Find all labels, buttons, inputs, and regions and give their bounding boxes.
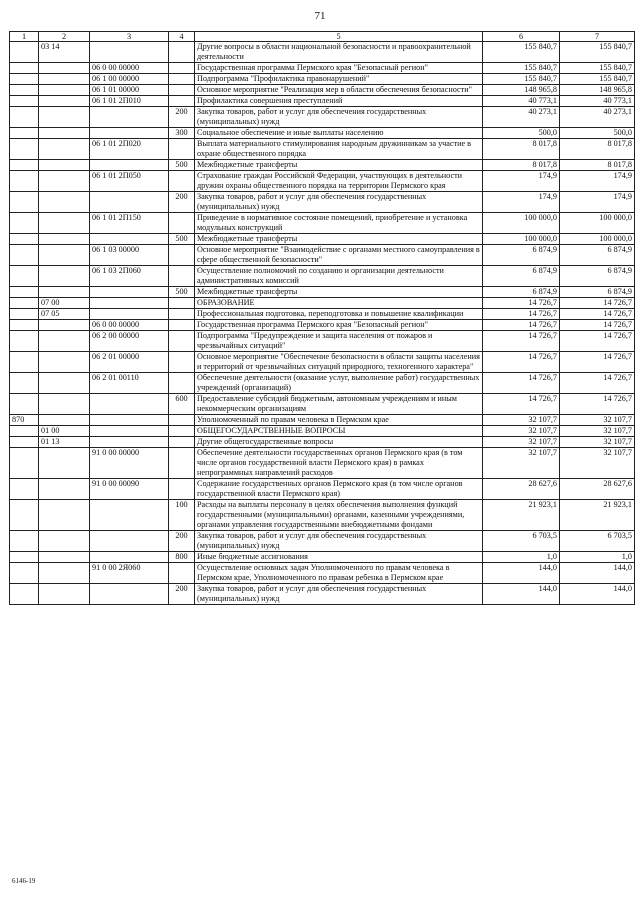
section-code — [39, 234, 90, 245]
item-name: Другие общегосударственные вопросы — [195, 437, 483, 448]
section-code — [39, 171, 90, 192]
target-article-code — [90, 107, 169, 128]
expense-type-code: 500 — [169, 287, 195, 298]
agency-code — [10, 234, 39, 245]
amount-col6: 155 840,7 — [483, 63, 560, 74]
section-code — [39, 63, 90, 74]
column-header: 7 — [560, 32, 635, 42]
section-code — [39, 584, 90, 605]
target-article-code: 06 2 01 00000 — [90, 352, 169, 373]
section-code: 07 05 — [39, 309, 90, 320]
target-article-code — [90, 42, 169, 63]
section-code — [39, 266, 90, 287]
budget-table — [9, 31, 635, 605]
agency-code — [10, 479, 39, 500]
agency-code — [10, 298, 39, 309]
expense-type-code — [169, 245, 195, 266]
section-code — [39, 139, 90, 160]
target-article-code — [90, 309, 169, 320]
table-row — [10, 531, 635, 552]
target-article-code: 06 1 01 2П020 — [90, 139, 169, 160]
amount-col7: 155 840,7 — [560, 63, 635, 74]
section-code — [39, 448, 90, 479]
item-name: Предоставление субсидий бюджетным, автономным учреждениям и иным некоммерческим организациям — [195, 394, 483, 415]
table-row — [10, 245, 635, 266]
amount-col7: 144,0 — [560, 563, 635, 584]
agency-code — [10, 552, 39, 563]
table-row — [10, 298, 635, 309]
section-code — [39, 531, 90, 552]
target-article-code: 91 0 00 00090 — [90, 479, 169, 500]
item-name: Иные бюджетные ассигнования — [195, 552, 483, 563]
amount-col6: 148 965,8 — [483, 85, 560, 96]
amount-col6: 32 107,7 — [483, 426, 560, 437]
column-header: 3 — [90, 32, 169, 42]
table-row — [10, 96, 635, 107]
item-name: Основное мероприятие "Взаимодействие с органами местного самоуправления в сфере общественной безопасности" — [195, 245, 483, 266]
target-article-code: 06 1 01 2П150 — [90, 213, 169, 234]
expense-type-code — [169, 42, 195, 63]
agency-code — [10, 500, 39, 531]
target-article-code: 06 1 03 00000 — [90, 245, 169, 266]
amount-col7: 100 000,0 — [560, 234, 635, 245]
table-row — [10, 584, 635, 605]
item-name: Межбюджетные трансферты — [195, 234, 483, 245]
amount-col7: 14 726,7 — [560, 309, 635, 320]
agency-code — [10, 563, 39, 584]
table-row — [10, 171, 635, 192]
amount-col7: 144,0 — [560, 584, 635, 605]
item-name: Межбюджетные трансферты — [195, 160, 483, 171]
target-article-code — [90, 192, 169, 213]
expense-type-code — [169, 74, 195, 85]
table-row — [10, 160, 635, 171]
amount-col6: 14 726,7 — [483, 394, 560, 415]
section-code: 01 13 — [39, 437, 90, 448]
table-row — [10, 128, 635, 139]
amount-col7: 155 840,7 — [560, 74, 635, 85]
amount-col7: 40 773,1 — [560, 96, 635, 107]
agency-code — [10, 448, 39, 479]
target-article-code: 06 2 01 00110 — [90, 373, 169, 394]
target-article-code: 06 1 03 2П060 — [90, 266, 169, 287]
amount-col6: 1,0 — [483, 552, 560, 563]
item-name: Социальное обеспечение и иные выплаты населению — [195, 128, 483, 139]
target-article-code — [90, 552, 169, 563]
item-name: Профессиональная подготовка, переподготовка и повышение квалификации — [195, 309, 483, 320]
section-code — [39, 479, 90, 500]
target-article-code: 91 0 00 00000 — [90, 448, 169, 479]
agency-code — [10, 437, 39, 448]
amount-col7: 14 726,7 — [560, 394, 635, 415]
agency-code — [10, 320, 39, 331]
expense-type-code: 200 — [169, 531, 195, 552]
expense-type-code — [169, 426, 195, 437]
amount-col7: 8 017,8 — [560, 160, 635, 171]
footer-code: 6146-19 — [12, 877, 36, 885]
expense-type-code: 500 — [169, 160, 195, 171]
table-row — [10, 331, 635, 352]
amount-col6: 100 000,0 — [483, 213, 560, 234]
amount-col6: 6 703,5 — [483, 531, 560, 552]
expense-type-code — [169, 352, 195, 373]
amount-col6: 100 000,0 — [483, 234, 560, 245]
target-article-code — [90, 287, 169, 298]
amount-col7: 32 107,7 — [560, 437, 635, 448]
amount-col6: 500,0 — [483, 128, 560, 139]
expense-type-code — [169, 213, 195, 234]
expense-type-code: 200 — [169, 107, 195, 128]
table-row — [10, 63, 635, 74]
amount-col6: 174,9 — [483, 192, 560, 213]
item-name: ОБЩЕГОСУДАРСТВЕННЫЕ ВОПРОСЫ — [195, 426, 483, 437]
amount-col7: 174,9 — [560, 171, 635, 192]
table-row — [10, 266, 635, 287]
expense-type-code — [169, 415, 195, 426]
table-row — [10, 42, 635, 63]
amount-col6: 6 874,9 — [483, 266, 560, 287]
expense-type-code: 500 — [169, 234, 195, 245]
agency-code — [10, 287, 39, 298]
agency-code — [10, 373, 39, 394]
agency-code — [10, 394, 39, 415]
target-article-code: 06 1 01 2П010 — [90, 96, 169, 107]
item-name: Основное мероприятие "Обеспечение безопасности в области защиты населения и территорий от чрезвычайных ситуаций природного, техногенного характера" — [195, 352, 483, 373]
agency-code — [10, 192, 39, 213]
header-row — [10, 32, 635, 42]
expense-type-code — [169, 139, 195, 160]
agency-code — [10, 139, 39, 160]
section-code — [39, 74, 90, 85]
target-article-code — [90, 128, 169, 139]
item-name: Государственная программа Пермского края "Безопасный регион" — [195, 320, 483, 331]
table-row — [10, 563, 635, 584]
agency-code — [10, 584, 39, 605]
target-article-code — [90, 160, 169, 171]
amount-col6: 32 107,7 — [483, 437, 560, 448]
item-name: Приведение в нормативное состояние помещений, приобретение и установка модульных конструкций — [195, 213, 483, 234]
target-article-code: 06 0 00 00000 — [90, 320, 169, 331]
item-name: Закупка товаров, работ и услуг для обеспечения государственных (муниципальных) нужд — [195, 531, 483, 552]
expense-type-code: 100 — [169, 500, 195, 531]
section-code — [39, 245, 90, 266]
amount-col6: 6 874,9 — [483, 245, 560, 266]
amount-col7: 1,0 — [560, 552, 635, 563]
expense-type-code — [169, 171, 195, 192]
amount-col7: 14 726,7 — [560, 298, 635, 309]
section-code — [39, 160, 90, 171]
item-name: Подпрограмма "Предупреждение и защита населения от пожаров и чрезвычайных ситуаций" — [195, 331, 483, 352]
item-name: Выплата материального стимулирования народным дружинникам за участие в охране общественного порядка — [195, 139, 483, 160]
target-article-code: 06 0 00 00000 — [90, 63, 169, 74]
expense-type-code — [169, 63, 195, 74]
amount-col6: 155 840,7 — [483, 74, 560, 85]
table-row — [10, 85, 635, 96]
section-code — [39, 394, 90, 415]
item-name: ОБРАЗОВАНИЕ — [195, 298, 483, 309]
expense-type-code: 200 — [169, 584, 195, 605]
amount-col7: 6 874,9 — [560, 245, 635, 266]
amount-col6: 40 773,1 — [483, 96, 560, 107]
target-article-code: 06 1 01 2П050 — [90, 171, 169, 192]
amount-col6: 155 840,7 — [483, 42, 560, 63]
agency-code — [10, 96, 39, 107]
agency-code — [10, 426, 39, 437]
amount-col6: 6 874,9 — [483, 287, 560, 298]
amount-col7: 14 726,7 — [560, 331, 635, 352]
expense-type-code — [169, 437, 195, 448]
amount-col7: 28 627,6 — [560, 479, 635, 500]
expense-type-code — [169, 96, 195, 107]
expense-type-code: 300 — [169, 128, 195, 139]
expense-type-code: 800 — [169, 552, 195, 563]
amount-col6: 8 017,8 — [483, 139, 560, 160]
item-name: Обеспечение деятельности (оказание услуг, выполнение работ) государственных учреждений (организаций) — [195, 373, 483, 394]
amount-col6: 32 107,7 — [483, 448, 560, 479]
section-code — [39, 373, 90, 394]
table-row — [10, 192, 635, 213]
agency-code — [10, 171, 39, 192]
table-row — [10, 479, 635, 500]
expense-type-code — [169, 320, 195, 331]
column-header: 2 — [39, 32, 90, 42]
amount-col6: 14 726,7 — [483, 320, 560, 331]
item-name: Другие вопросы в области национальной безопасности и правоохранительной деятельности — [195, 42, 483, 63]
table-row — [10, 415, 635, 426]
table-row — [10, 309, 635, 320]
amount-col6: 174,9 — [483, 171, 560, 192]
column-header: 4 — [169, 32, 195, 42]
amount-col7: 8 017,8 — [560, 139, 635, 160]
table-row — [10, 234, 635, 245]
target-article-code — [90, 584, 169, 605]
expense-type-code — [169, 266, 195, 287]
amount-col7: 155 840,7 — [560, 42, 635, 63]
expense-type-code — [169, 309, 195, 320]
agency-code — [10, 107, 39, 128]
amount-col6: 144,0 — [483, 563, 560, 584]
agency-code — [10, 213, 39, 234]
section-code: 07 00 — [39, 298, 90, 309]
item-name: Подпрограмма "Профилактика правонарушений" — [195, 74, 483, 85]
amount-col6: 32 107,7 — [483, 415, 560, 426]
item-name: Страхование граждан Российской Федерации, участвующих в деятельности дружин охраны общественного порядка на территории Пермского края — [195, 171, 483, 192]
table-row — [10, 373, 635, 394]
item-name: Основное мероприятие "Реализация мер в области обеспечения безопасности" — [195, 85, 483, 96]
table-row — [10, 74, 635, 85]
section-code — [39, 213, 90, 234]
amount-col7: 32 107,7 — [560, 426, 635, 437]
agency-code — [10, 85, 39, 96]
table-row — [10, 213, 635, 234]
section-code — [39, 287, 90, 298]
expense-type-code — [169, 85, 195, 96]
item-name: Содержание государственных органов Пермского края (в том числе органов государственной власти Пермского края) — [195, 479, 483, 500]
target-article-code: 06 1 00 00000 — [90, 74, 169, 85]
item-name: Закупка товаров, работ и услуг для обеспечения государственных (муниципальных) нужд — [195, 584, 483, 605]
section-code — [39, 128, 90, 139]
table-row — [10, 394, 635, 415]
column-header: 1 — [10, 32, 39, 42]
expense-type-code: 600 — [169, 394, 195, 415]
amount-col6: 14 726,7 — [483, 373, 560, 394]
item-name: Осуществление основных задач Уполномоченного по правам человека в Пермском крае, Уполномоченного по правам ребенка в Пермском крае — [195, 563, 483, 584]
agency-code — [10, 74, 39, 85]
table-row — [10, 448, 635, 479]
expense-type-code — [169, 448, 195, 479]
target-article-code — [90, 426, 169, 437]
table-row — [10, 437, 635, 448]
amount-col6: 21 923,1 — [483, 500, 560, 531]
item-name: Уполномоченный по правам человека в Пермском крае — [195, 415, 483, 426]
table-row — [10, 107, 635, 128]
amount-col7: 14 726,7 — [560, 373, 635, 394]
amount-col7: 6 874,9 — [560, 287, 635, 298]
amount-col6: 40 273,1 — [483, 107, 560, 128]
amount-col7: 500,0 — [560, 128, 635, 139]
section-code — [39, 552, 90, 563]
expense-type-code: 200 — [169, 192, 195, 213]
target-article-code: 91 0 00 2Я060 — [90, 563, 169, 584]
table-row — [10, 552, 635, 563]
table-row — [10, 426, 635, 437]
agency-code — [10, 331, 39, 352]
agency-code — [10, 63, 39, 74]
amount-col7: 21 923,1 — [560, 500, 635, 531]
section-code — [39, 192, 90, 213]
agency-code — [10, 352, 39, 373]
agency-code — [10, 128, 39, 139]
target-article-code — [90, 531, 169, 552]
section-code — [39, 85, 90, 96]
section-code — [39, 352, 90, 373]
amount-col7: 148 965,8 — [560, 85, 635, 96]
section-code: 03 14 — [39, 42, 90, 63]
section-code — [39, 331, 90, 352]
amount-col6: 14 726,7 — [483, 331, 560, 352]
target-article-code — [90, 500, 169, 531]
table-row — [10, 139, 635, 160]
item-name: Межбюджетные трансферты — [195, 287, 483, 298]
column-header: 6 — [483, 32, 560, 42]
table-row — [10, 500, 635, 531]
amount-col6: 144,0 — [483, 584, 560, 605]
section-code — [39, 320, 90, 331]
item-name: Обеспечение деятельности государственных органов Пермского края (в том числе органов государственной власти Пермского края) в рамках непрограммных направлений расходов — [195, 448, 483, 479]
section-code — [39, 415, 90, 426]
item-name: Закупка товаров, работ и услуг для обеспечения государственных (муниципальных) нужд — [195, 192, 483, 213]
amount-col7: 32 107,7 — [560, 415, 635, 426]
table-row — [10, 320, 635, 331]
agency-code — [10, 531, 39, 552]
target-article-code: 06 2 00 00000 — [90, 331, 169, 352]
expense-type-code — [169, 373, 195, 394]
expense-type-code — [169, 479, 195, 500]
item-name: Расходы на выплаты персоналу в целях обеспечения выполнения функций государственными (муниципальными) органами, казенными учреждениями, органами управления государственными внебюджетными фондами — [195, 500, 483, 531]
section-code — [39, 96, 90, 107]
item-name: Профилактика совершения преступлений — [195, 96, 483, 107]
section-code — [39, 500, 90, 531]
agency-code — [10, 245, 39, 266]
section-code — [39, 107, 90, 128]
agency-code — [10, 160, 39, 171]
amount-col6: 14 726,7 — [483, 309, 560, 320]
expense-type-code — [169, 331, 195, 352]
agency-code — [10, 42, 39, 63]
agency-code: 870 — [10, 415, 39, 426]
amount-col7: 14 726,7 — [560, 352, 635, 373]
table-row — [10, 352, 635, 373]
item-name: Закупка товаров, работ и услуг для обеспечения государственных (муниципальных) нужд — [195, 107, 483, 128]
item-name: Государственная программа Пермского края "Безопасный регион" — [195, 63, 483, 74]
amount-col6: 14 726,7 — [483, 352, 560, 373]
amount-col6: 28 627,6 — [483, 479, 560, 500]
expense-type-code — [169, 298, 195, 309]
agency-code — [10, 309, 39, 320]
section-code: 01 00 — [39, 426, 90, 437]
amount-col6: 8 017,8 — [483, 160, 560, 171]
agency-code — [10, 266, 39, 287]
amount-col7: 6 874,9 — [560, 266, 635, 287]
target-article-code — [90, 298, 169, 309]
amount-col7: 174,9 — [560, 192, 635, 213]
amount-col7: 32 107,7 — [560, 448, 635, 479]
section-code — [39, 563, 90, 584]
target-article-code — [90, 415, 169, 426]
target-article-code: 06 1 01 00000 — [90, 85, 169, 96]
amount-col7: 100 000,0 — [560, 213, 635, 234]
table-row — [10, 287, 635, 298]
target-article-code — [90, 437, 169, 448]
amount-col7: 40 273,1 — [560, 107, 635, 128]
amount-col7: 6 703,5 — [560, 531, 635, 552]
amount-col6: 14 726,7 — [483, 298, 560, 309]
target-article-code — [90, 234, 169, 245]
item-name: Осуществление полномочий по созданию и организации деятельности административных комиссий — [195, 266, 483, 287]
page-number: 71 — [314, 10, 326, 22]
column-header: 5 — [195, 32, 483, 42]
target-article-code — [90, 394, 169, 415]
amount-col7: 14 726,7 — [560, 320, 635, 331]
expense-type-code — [169, 563, 195, 584]
